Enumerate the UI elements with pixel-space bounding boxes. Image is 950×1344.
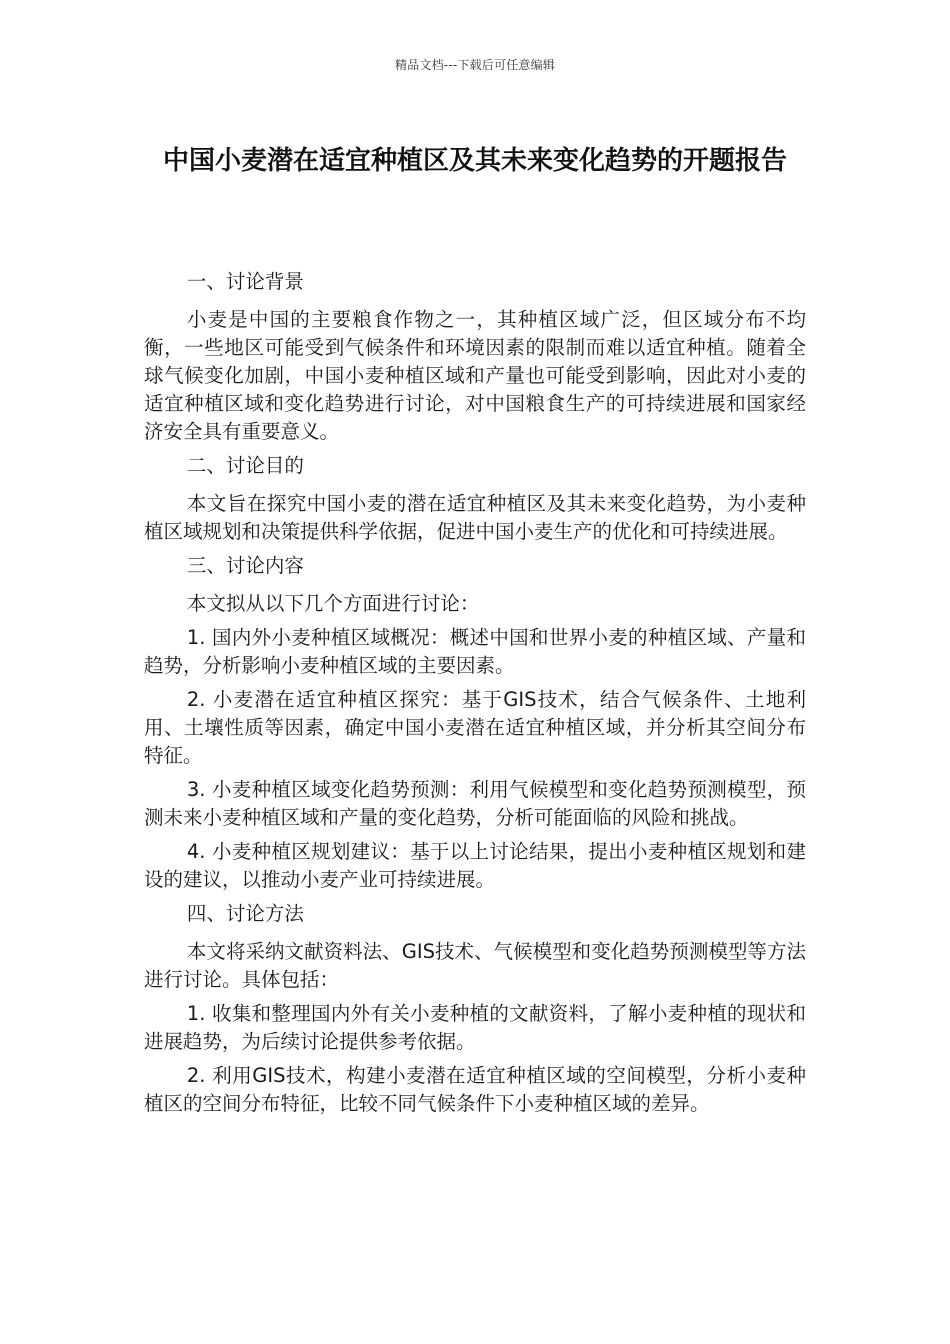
paragraph-method-intro: 本文将采纳文献资料法、GIS技术、气候模型和变化趋势预测模型等方法进行讨论。具体包括：	[144, 940, 806, 991]
paragraph-content-intro: 本文拟从以下几个方面进行讨论：	[186, 592, 480, 615]
list-item-content-2: 2. 小麦潜在适宜种植区探究：基于GIS技术，结合气候条件、土地利用、土壤性质等因素，确定中国小麦潜在适宜种植区域，并分析其空间分布特征。	[144, 688, 806, 767]
paragraph-background: 小麦是中国的主要粮食作物之一，其种植区域广泛，但区域分布不均衡，一些地区可能受到气候条件和环境因素的限制而难以适宜种植。随着全球气候变化加剧，中国小麦种植区域和产量也可能受到影响，因此对小麦的适宜种植区域和变化趋势进行讨论，对中国粮食生产的可持续进展和国家经济安全具有重要意义。	[144, 308, 806, 443]
section-heading-purpose: 二、讨论目的	[186, 454, 304, 477]
document-body	[144, 268, 806, 1124]
list-item-content-4: 4. 小麦种植区规划建议：基于以上讨论结果，提出小麦种植区规划和建设的建议，以推动小麦产业可持续进展。	[144, 840, 806, 891]
header-note: 精品文档---下载后可任意编辑	[395, 58, 555, 72]
document-title: 中国小麦潜在适宜种植区及其未来变化趋势的开题报告	[162, 146, 787, 176]
list-item-content-3: 3. 小麦种植区域变化趋势预测：利用气候模型和变化趋势预测模型，预测未来小麦种植区域和产量的变化趋势，分析可能面临的风险和挑战。	[144, 778, 806, 829]
section-heading-method: 四、讨论方法	[186, 902, 304, 925]
section-heading-content: 三、讨论内容	[186, 554, 304, 577]
list-item-method-2: 2. 利用GIS技术，构建小麦潜在适宜种植区域的空间模型，分析小麦种植区的空间分布特征，比较不同气候条件下小麦种植区域的差异。	[144, 1064, 806, 1115]
section-heading-background: 一、讨论背景	[186, 270, 304, 293]
list-item-content-1: 1. 国内外小麦种植区域概况：概述中国和世界小麦的种植区域、产量和趋势，分析影响小麦种植区域的主要因素。	[144, 626, 806, 677]
list-item-method-1: 1. 收集和整理国内外有关小麦种植的文献资料，了解小麦种植的现状和进展趋势，为后续讨论提供参考依据。	[144, 1002, 806, 1053]
paragraph-purpose: 本文旨在探究中国小麦的潜在适宜种植区及其未来变化趋势，为小麦种植区域规划和决策提供科学依据，促进中国小麦生产的优化和可持续进展。	[144, 492, 806, 543]
